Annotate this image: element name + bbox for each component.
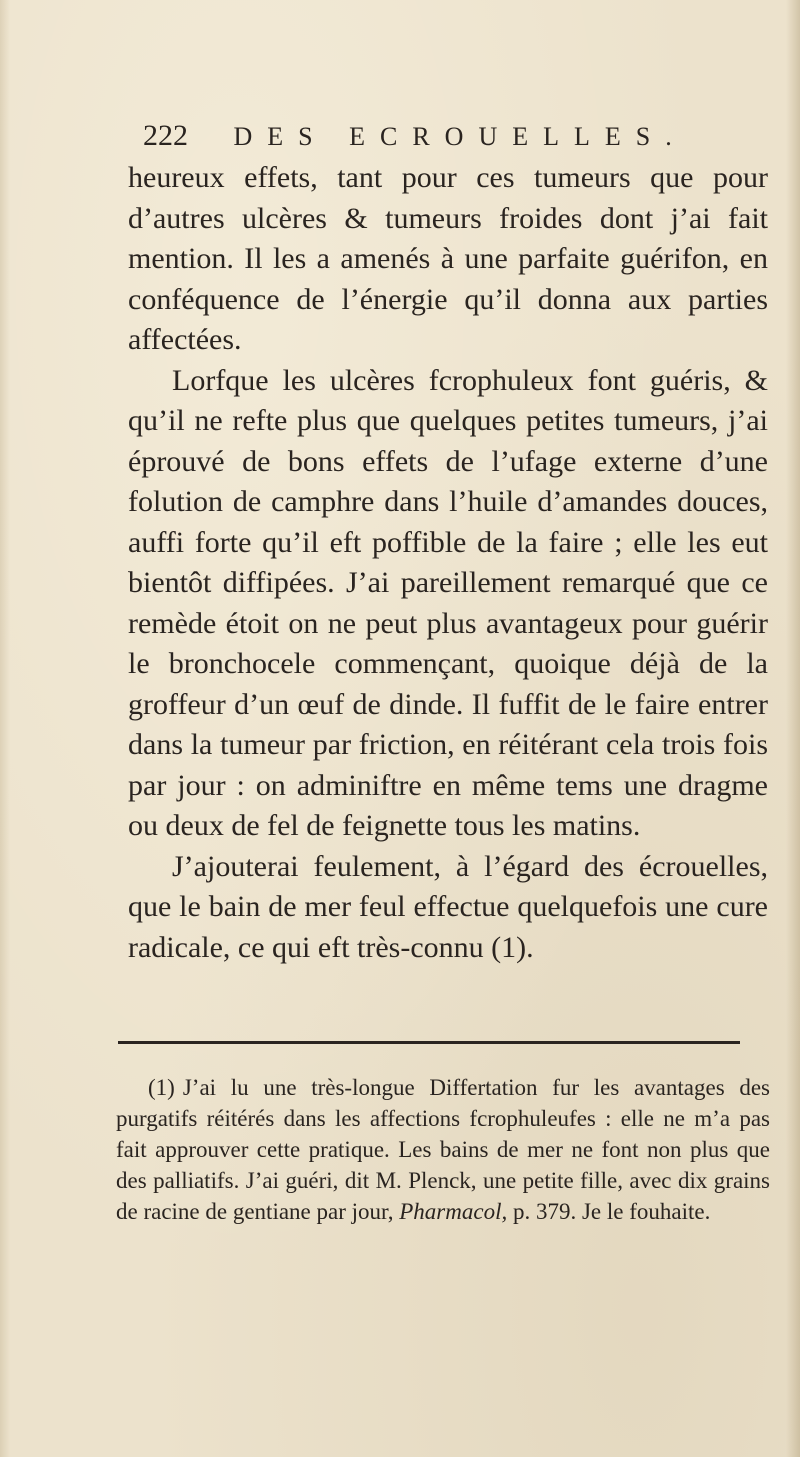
footnote-text-end: p. 379. Je le fouhaite. <box>512 1199 711 1224</box>
footnote-paragraph <box>116 1072 770 1227</box>
footnote-marker: (1) <box>148 1075 175 1100</box>
page-edge-left <box>0 0 10 1457</box>
paragraph-continued: heureux effets, tant pour ces tumeurs que pour d’autres ulcères & tumeurs froides dont j’ai fait mention. Il les a amenés à une parfaite guérifon, en conféquence de l’énergie qu’il donna aux parties affectées. <box>128 161 768 356</box>
footnote-citation-title: Pharmacol, <box>399 1199 508 1224</box>
footnote-rule <box>118 1041 740 1044</box>
page-number: 222 <box>143 119 188 152</box>
page-header <box>143 116 763 156</box>
running-title: DES ECROUELLES. <box>233 122 687 151</box>
page-edge-right <box>786 0 800 1457</box>
paragraph-camphor: Lorfque les ulcères fcrophuleux font guéris, & qu’il ne refte plus que quelques petites tumeurs, j’ai éprouvé de bons effets de l’ufage externe d’une folution de camphre dans l’huile d’amandes douces, auffi forte qu’il eft poffible de la faire ; elle les eut bientôt diffipées. J’ai pareillement remarqué que ce remède étoit on ne peut plus avantageux pour guérir le bronchocele commençant, quoique déjà de la groffeur d’un œuf de dinde. Il fuffit de le faire entrer dans la tumeur par friction, en réitérant cela trois fois par jour : on adminiftre en même tems une dragme ou deux de fel de feignette tous les matins. <box>128 363 768 842</box>
footnote-text-start: J’ai lu une très-longue Differtation fur les avantages des purgatifs réitérés dans les affections fcrophuleufes : elle ne m’a pas fait approuver cette pratique. Les bains de mer ne font non plus que des palliatifs. J’ai guéri, dit M. Plenck, une petite fille, avec dix grains de racine de gentiane par jour, <box>116 1075 770 1224</box>
footnote <box>116 1072 770 1227</box>
body-text <box>128 158 768 968</box>
paragraph-sea-bath: J’ajouterai feulement, à l’égard des écrouelles, que le bain de mer feul effectue quelquefois une cure radicale, ce qui eft très-connu (1). <box>128 849 768 964</box>
